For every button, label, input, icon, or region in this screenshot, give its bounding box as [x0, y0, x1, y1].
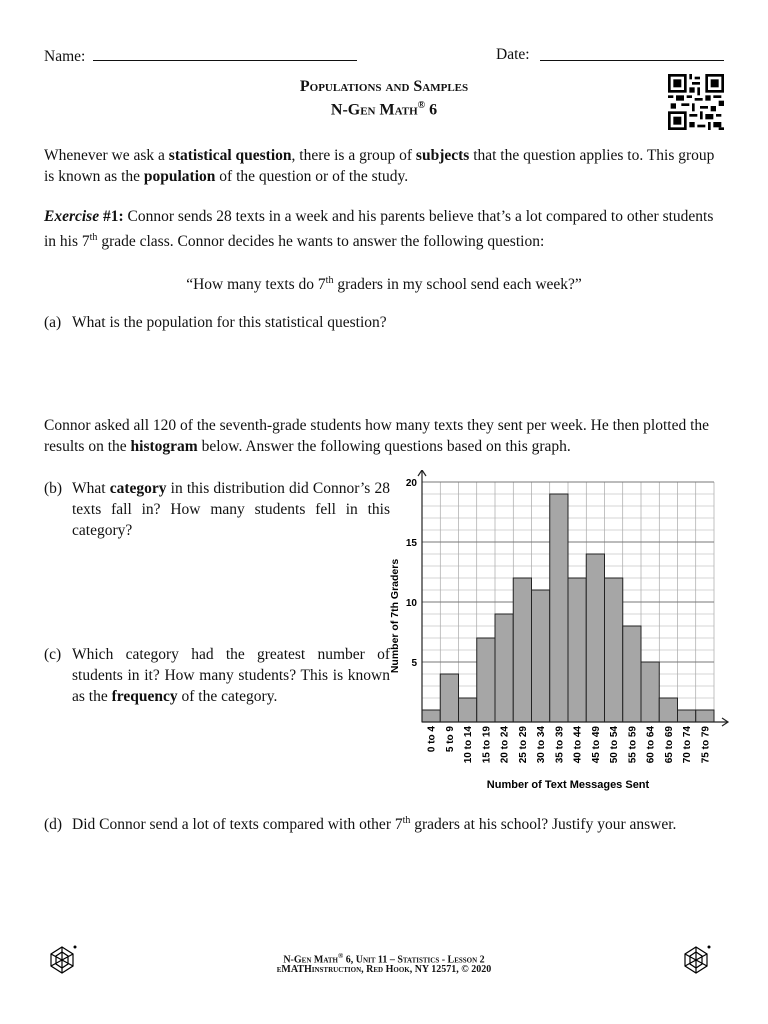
- exercise-paragraph: [44, 206, 728, 252]
- exercise-quote: [0, 270, 768, 295]
- intro-text-1: Whenever we ask a: [44, 147, 169, 164]
- x-tick-label: 50 to 54: [609, 726, 621, 764]
- part-c-text-2: of the category.: [177, 688, 278, 705]
- part-d-sup: th: [402, 815, 411, 826]
- quote-text-2: graders in my school send each week?”: [333, 276, 582, 294]
- survey-term-histogram: histogram: [130, 438, 198, 455]
- x-tick-label: 0 to 4: [426, 726, 438, 753]
- x-tick-label: 55 to 59: [627, 726, 639, 764]
- part-c-term-frequency: frequency: [111, 688, 178, 705]
- exercise-sup: th: [89, 232, 98, 243]
- part-b-text-2: in this distribution did Connor’s 28 texts fall in? How many students fell in this category?: [72, 480, 390, 539]
- part-c: [44, 644, 390, 707]
- part-a-label: (a): [44, 314, 62, 331]
- x-tick-label: 30 to 34: [536, 726, 548, 764]
- histogram-bar: [532, 590, 550, 722]
- subtitle-text: N-Gen Math: [330, 101, 418, 119]
- footer-line-2: eMATHinstruction, Red Hook, NY 12571, © 2020: [276, 964, 492, 975]
- intro-term-population: population: [143, 168, 216, 185]
- x-tick-label: 75 to 79: [700, 726, 712, 764]
- histogram-bar: [623, 626, 641, 722]
- exercise-label: Exercise: [44, 208, 100, 225]
- part-d-text-1: Did Connor send a lot of texts compared with other 7: [72, 816, 403, 834]
- intro-text-3: that the question applies to. This group is known as the: [44, 147, 715, 185]
- part-a: [44, 312, 756, 333]
- footer-course: N-Gen Math: [283, 954, 338, 966]
- part-d-label: (d): [44, 816, 63, 834]
- part-c-label: (c): [44, 646, 62, 663]
- date-label: Date:: [496, 46, 530, 63]
- date-field[interactable]: [540, 46, 724, 61]
- exercise-text-2: grade class. Connor decides he wants to answer the following question:: [97, 233, 545, 251]
- part-b-text-1: What: [72, 480, 110, 497]
- part-c-text-1: Which category had the greatest number of students in it? How many students? This is known as the: [72, 646, 390, 705]
- histogram-bar: [659, 698, 677, 722]
- x-tick-label: 35 to 39: [554, 726, 566, 764]
- y-tick-label: 15: [405, 538, 417, 549]
- name-label: Name:: [44, 48, 86, 65]
- intro-text-4: of the question or of the study.: [215, 168, 409, 185]
- x-axis-title: Number of Text Messages Sent: [486, 779, 650, 791]
- x-tick-label: 45 to 49: [590, 726, 602, 764]
- qr-code-icon[interactable]: [668, 74, 724, 130]
- histogram-bar: [586, 554, 604, 722]
- part-b: [44, 478, 390, 541]
- registered-mark: ®: [417, 100, 426, 111]
- part-b-term-category: category: [109, 480, 167, 497]
- footer-registered: ®: [337, 952, 344, 960]
- intro-term-subjects: subjects: [415, 147, 470, 164]
- x-tick-label: 5 to 9: [444, 726, 456, 753]
- histogram-bar: [678, 710, 696, 722]
- x-tick-label: 20 to 24: [499, 726, 511, 764]
- intro-paragraph: [44, 145, 728, 187]
- survey-text-2: below. Answer the following questions based on this graph.: [197, 438, 571, 455]
- page-title: Populations and Samples: [299, 78, 469, 95]
- survey-text-1: Connor asked all 120 of the seventh-grade students how many texts they sent per week. He then plotted the results on the: [44, 417, 710, 455]
- x-tick-label: 10 to 14: [463, 726, 475, 764]
- part-b-label: (b): [44, 480, 63, 497]
- intro-text-2: , there is a group of: [291, 147, 416, 164]
- page-subtitle: [0, 100, 768, 119]
- histogram-bar: [568, 578, 586, 722]
- x-tick-label: 40 to 44: [572, 726, 584, 764]
- x-tick-label: 15 to 19: [481, 726, 493, 764]
- histogram-bar: [605, 578, 623, 722]
- part-d: [44, 810, 752, 835]
- histogram-bar: [422, 710, 440, 722]
- x-tick-label: 60 to 64: [645, 726, 657, 764]
- x-tick-label: 65 to 69: [663, 726, 675, 764]
- quote-text-1: “How many texts do 7: [186, 276, 326, 294]
- part-d-text-2: graders at his school? Justify your answer.: [410, 816, 677, 834]
- footer-unit: 6, Unit 11 – Statistics - Lesson 2: [343, 954, 485, 966]
- histogram-bar: [495, 614, 513, 722]
- histogram-bar: [513, 578, 531, 722]
- y-tick-label: 10: [405, 598, 417, 609]
- exercise-number: #1:: [99, 208, 124, 225]
- header-row: [44, 46, 724, 66]
- exercise-text-1: Connor sends 28 texts in a week and his parents believe that’s a lot compared to other students in his 7: [44, 208, 714, 251]
- chart-bars: [422, 494, 714, 722]
- histogram-bar: [641, 662, 659, 722]
- name-field[interactable]: [93, 46, 357, 61]
- y-tick-label: 5: [411, 658, 417, 669]
- survey-paragraph: [44, 415, 728, 457]
- x-tick-label: 25 to 29: [517, 726, 529, 764]
- intro-term-statistical-question: statistical question: [168, 147, 292, 164]
- histogram-bar: [459, 698, 477, 722]
- y-axis-title: Number of 7th Graders: [389, 558, 401, 674]
- y-tick-label: 20: [405, 478, 417, 489]
- quote-sup: th: [325, 275, 334, 286]
- histogram-bar: [440, 674, 458, 722]
- part-a-text: What is the population for this statistical question?: [72, 314, 387, 331]
- histogram-bar: [550, 494, 568, 722]
- subtitle-number: 6: [425, 101, 438, 119]
- histogram-bar: [696, 710, 714, 722]
- histogram-chart: [380, 470, 760, 800]
- histogram-bar: [477, 638, 495, 722]
- x-tick-label: 70 to 74: [682, 726, 694, 764]
